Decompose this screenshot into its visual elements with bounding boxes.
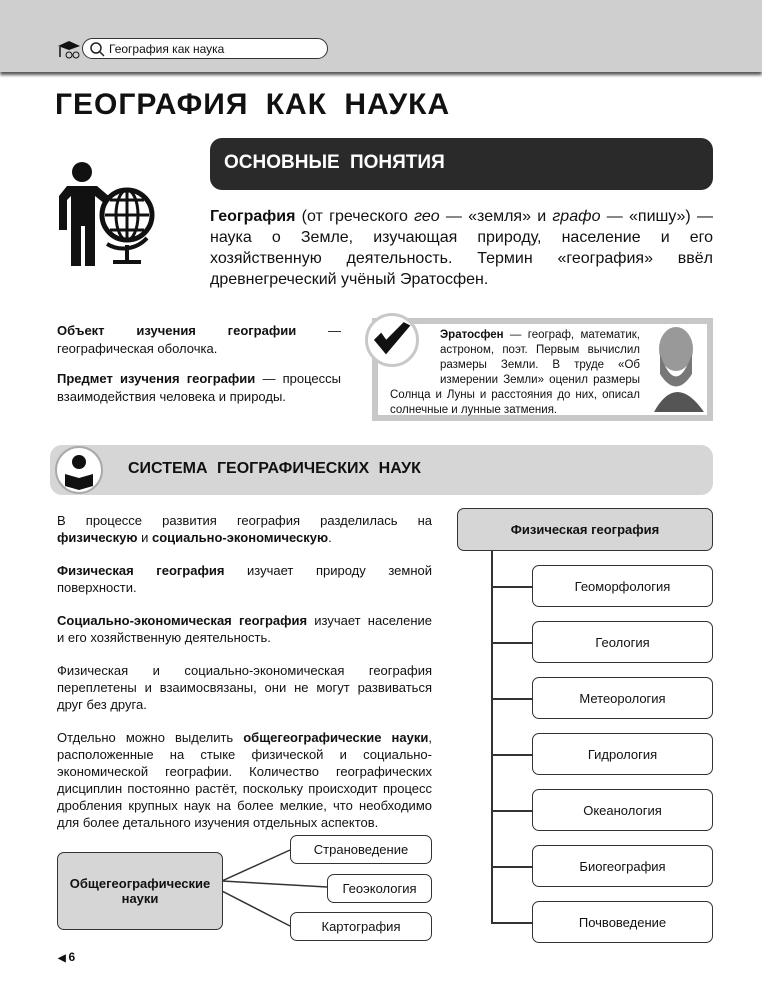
paragraph: Физическая и социально-экономическая география переплетены и взаимосвязаны, они не могут развиваться друг без друга. (57, 663, 432, 712)
object-definition (57, 322, 341, 358)
subject-definition (57, 370, 341, 406)
text: В процессе развития география разделилась на (57, 513, 432, 528)
tree-item: Гидрология (532, 733, 713, 775)
eratosthenes-note (372, 318, 713, 421)
text: (от греческого (295, 208, 415, 225)
page-title: ГЕОГРАФИЯ КАК НАУКА (55, 88, 451, 121)
tree-root-physical: Физическая география (457, 508, 713, 551)
graduation-cap-icon (56, 38, 82, 60)
section-heading-system (50, 445, 713, 495)
text: — процессы взаимодействия человека и природы. (57, 371, 341, 404)
paragraph (57, 562, 432, 596)
term: Физическая география (57, 563, 225, 578)
top-bar (0, 0, 762, 72)
text: Отдельно можно выделить (57, 730, 244, 745)
tree-connector (491, 810, 533, 812)
tree-item: Биогеография (532, 845, 713, 887)
term: социально-экономическую (152, 530, 329, 545)
tree-item: Страноведение (290, 835, 432, 864)
term-geo: гео (414, 208, 440, 225)
tree-item: Геоэкология (327, 874, 432, 903)
breadcrumb-text: География как наука (109, 42, 225, 56)
text: изучает население и его хозяйственную деятельность. (57, 613, 432, 645)
tree-connector (491, 866, 533, 868)
term-grafo: графо (552, 208, 601, 225)
tree-item: Картография (290, 912, 432, 941)
geography-definition (210, 206, 713, 290)
section-heading-basic-concepts: ОСНОВНЫЕ ПОНЯТИЯ (210, 138, 713, 190)
search-icon (89, 41, 105, 57)
reader-icon (55, 446, 103, 494)
text: — географ, математик, астроном, поэт. Первым вычислил размеры Земли. В труде «Об измерении Земли» оценил размеры Солнца и Луны и расстояния до них, описал солнечные и лунные затмения. (390, 329, 640, 416)
term: География (210, 208, 296, 225)
tree-connector (491, 922, 533, 924)
term: физическую (57, 530, 138, 545)
page-number (58, 950, 75, 964)
text: — географическая оболочка. (57, 323, 341, 356)
tree-connector (491, 698, 533, 700)
person-with-globe-icon (55, 160, 163, 270)
eratosthenes-bust-image (646, 324, 708, 414)
tree-item: Океанология (532, 789, 713, 831)
page-number-text: 6 (68, 950, 76, 964)
heading-text: СИСТЕМА ГЕОГРАФИЧЕСКИХ НАУК (128, 460, 421, 477)
name: Эратосфен (440, 329, 504, 341)
text: — «пишу») — наука о Земле, изучающая природу, население и его хозяйственную деятельность. Термин «география» ввёл древнегреческий учёный Эратосфен. (210, 208, 713, 288)
tree-connector (491, 754, 533, 756)
text: изучает природу земной поверхности. (57, 563, 432, 595)
tree-connector (491, 586, 533, 588)
paragraph (57, 729, 432, 831)
tree-item: Геология (532, 621, 713, 663)
tree-item: Метеорология (532, 677, 713, 719)
tree-connector (491, 642, 533, 644)
eratosthenes-text (390, 328, 640, 418)
text: . (328, 530, 332, 545)
term: Объект изучения географии (57, 323, 297, 338)
term: Предмет изучения географии (57, 371, 256, 386)
checkmark-icon (365, 313, 419, 367)
term: общегеографические науки (243, 730, 429, 745)
text: — «земля» и (439, 208, 553, 225)
text: , расположенные на стыке физической и социально-экономической географии. Количество географических дисциплин постоянно растёт, поскольку происходит процесс дробления крупных наук на более мелкие, что необходимо для более детального изучения отдельных аспектов. (57, 730, 432, 830)
prev-page-arrow-icon: ◀ (58, 953, 69, 964)
text: и (137, 530, 152, 545)
paragraph (57, 612, 432, 646)
tree-root-general: Общегеографические науки (57, 852, 223, 930)
tree-item: Почвоведение (532, 901, 713, 943)
term: Социально-экономическая география (57, 613, 308, 628)
system-text (57, 512, 432, 847)
definitions (57, 322, 341, 418)
breadcrumb-search[interactable] (82, 38, 328, 59)
tree-item: Геоморфология (532, 565, 713, 607)
paragraph (57, 512, 432, 546)
